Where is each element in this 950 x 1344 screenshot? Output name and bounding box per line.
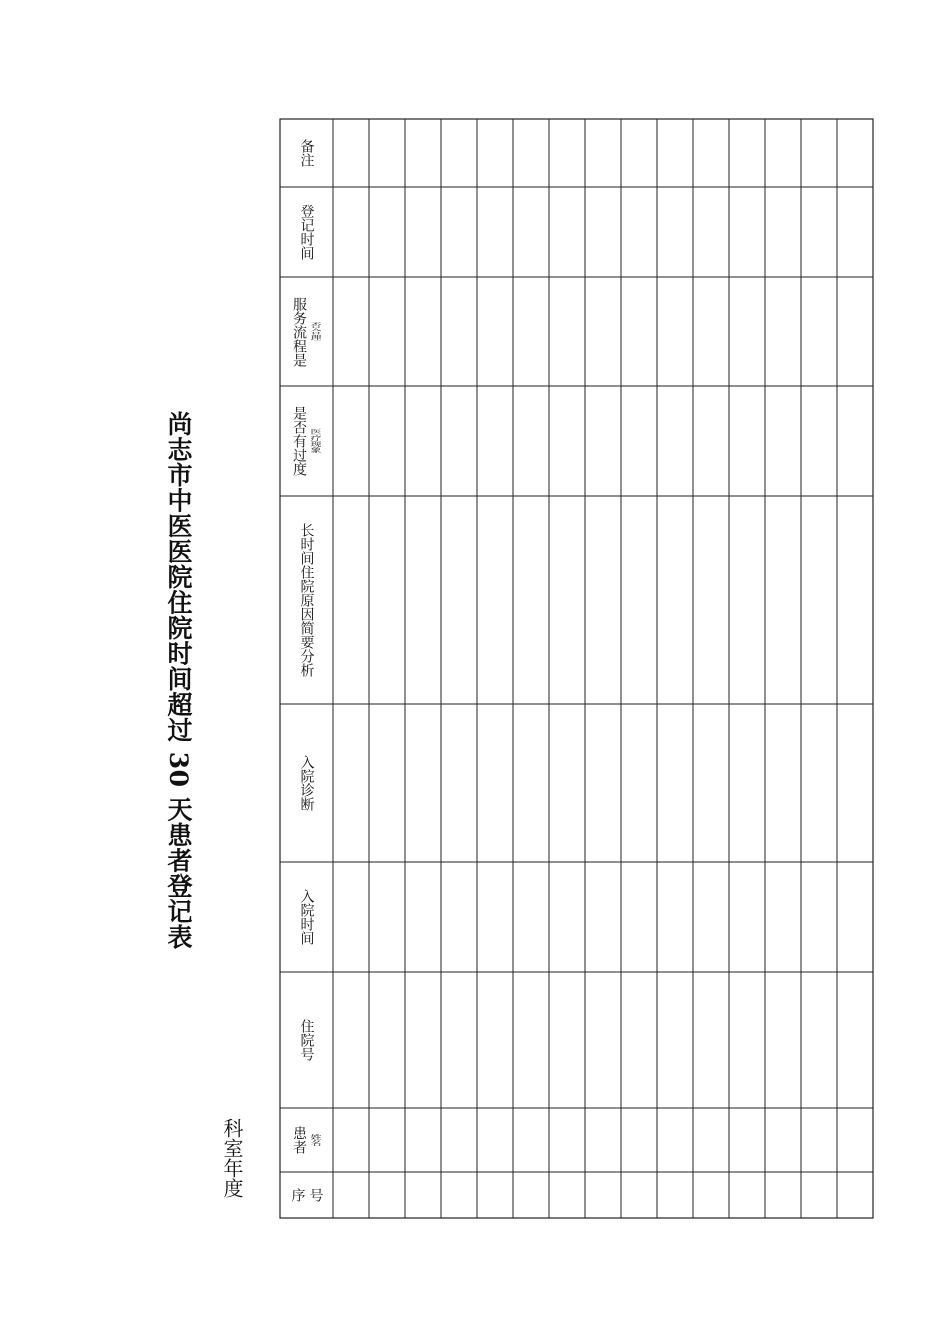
table-cell[interactable]: [766, 1109, 801, 1172]
table-cell[interactable]: [550, 1109, 585, 1172]
table-cell[interactable]: [586, 188, 621, 277]
table-cell[interactable]: [334, 1109, 369, 1172]
table-cell[interactable]: [802, 497, 837, 704]
table-cell[interactable]: [838, 278, 873, 386]
table-cell[interactable]: [766, 863, 801, 972]
table-cell[interactable]: [622, 973, 657, 1108]
table-cell[interactable]: [550, 497, 585, 704]
table-cell[interactable]: [586, 120, 621, 187]
table-cell[interactable]: [514, 863, 549, 972]
column-header-text: [280, 1172, 333, 1218]
column-header: [280, 972, 333, 1108]
table-cell[interactable]: [802, 278, 837, 386]
table-cell[interactable]: [694, 973, 729, 1108]
table-cell[interactable]: [622, 1173, 657, 1218]
table-cell[interactable]: [514, 1109, 549, 1172]
table-cell[interactable]: [514, 973, 549, 1108]
table-cell[interactable]: [550, 863, 585, 972]
table-cell[interactable]: [406, 973, 441, 1108]
column-header: [280, 277, 333, 386]
column-header: [280, 704, 333, 862]
table-cell[interactable]: [658, 387, 693, 496]
department-year-label: 科室年度: [220, 1118, 244, 1198]
column-header-text: [280, 496, 333, 704]
table-cell[interactable]: [694, 278, 729, 386]
table-cell[interactable]: [658, 188, 693, 277]
table-cell[interactable]: [730, 188, 765, 277]
table-cell[interactable]: [442, 973, 477, 1108]
table-cell[interactable]: [730, 278, 765, 386]
table-cell[interactable]: [694, 188, 729, 277]
table-cell[interactable]: [838, 188, 873, 277]
table-cell[interactable]: [442, 1173, 477, 1218]
table-cell[interactable]: [730, 387, 765, 496]
table-cell[interactable]: [514, 188, 549, 277]
column-header-line: 是否有过度: [291, 406, 307, 476]
table-cell[interactable]: [586, 1173, 621, 1218]
column-header-text: [280, 187, 333, 277]
table-cell[interactable]: [802, 973, 837, 1108]
column-header-text: [280, 704, 333, 862]
table-cell[interactable]: [730, 497, 765, 704]
table-cell[interactable]: [766, 1173, 801, 1218]
table-cell[interactable]: [694, 863, 729, 972]
column-header-text: [280, 277, 333, 386]
table-cell[interactable]: [478, 1173, 513, 1218]
table-cell[interactable]: [334, 120, 369, 187]
table-cell[interactable]: [406, 705, 441, 862]
table-cell[interactable]: [622, 1109, 657, 1172]
table-cell[interactable]: [514, 278, 549, 386]
table-cell[interactable]: [406, 497, 441, 704]
table-cell[interactable]: [406, 188, 441, 277]
table-cell[interactable]: [550, 973, 585, 1108]
table-cell[interactable]: [478, 188, 513, 277]
column-header: [280, 1172, 333, 1218]
table-cell[interactable]: [370, 188, 405, 277]
table-cell[interactable]: [370, 863, 405, 972]
table-cell[interactable]: [478, 705, 513, 862]
column-header: [280, 496, 333, 704]
table-cell[interactable]: [586, 705, 621, 862]
table-cell[interactable]: [658, 973, 693, 1108]
table-cell[interactable]: [694, 497, 729, 704]
table-cell[interactable]: [802, 863, 837, 972]
column-header-line: 服务流程是: [291, 296, 307, 367]
column-header: [280, 862, 333, 972]
table-cell[interactable]: [730, 1173, 765, 1218]
column-header-line: 号: [307, 1188, 324, 1202]
table-cell[interactable]: [838, 387, 873, 496]
column-header-text: [280, 386, 333, 496]
table-cell[interactable]: [694, 1109, 729, 1172]
table-cell[interactable]: [586, 863, 621, 972]
table-cell[interactable]: [622, 120, 657, 187]
table-cell[interactable]: [622, 705, 657, 862]
table-cell[interactable]: [622, 278, 657, 386]
table-cell[interactable]: [694, 705, 729, 862]
table-cell[interactable]: [514, 1173, 549, 1218]
table-cell[interactable]: [586, 497, 621, 704]
table-cell[interactable]: [334, 387, 369, 496]
table-cell[interactable]: [622, 387, 657, 496]
table-cell[interactable]: [370, 973, 405, 1108]
column-header-line: 医疗现象: [309, 428, 322, 454]
table-cell[interactable]: [802, 120, 837, 187]
table-cell[interactable]: [370, 278, 405, 386]
table-cell[interactable]: [838, 120, 873, 187]
table-cell[interactable]: [802, 188, 837, 277]
column-header-line: 登记时间: [298, 204, 315, 260]
column-header: [280, 187, 333, 277]
table-cell[interactable]: [622, 497, 657, 704]
table-cell[interactable]: [802, 1109, 837, 1172]
table-cell[interactable]: [370, 387, 405, 496]
column-header-line: 否合理: [309, 322, 322, 341]
column-header-line: 姓名: [309, 1133, 322, 1147]
table-cell[interactable]: [766, 278, 801, 386]
table-cell[interactable]: [802, 387, 837, 496]
table-cell[interactable]: [586, 1109, 621, 1172]
table-cell[interactable]: [550, 387, 585, 496]
table-cell[interactable]: [406, 1173, 441, 1218]
table-cell[interactable]: [478, 1109, 513, 1172]
table-cell[interactable]: [478, 387, 513, 496]
column-header-line: 备注: [298, 139, 315, 167]
table-cell[interactable]: [550, 120, 585, 187]
table-cell[interactable]: [406, 120, 441, 187]
table-cell[interactable]: [658, 863, 693, 972]
table-cell[interactable]: [550, 188, 585, 277]
table-cell[interactable]: [442, 863, 477, 972]
table-cell[interactable]: [334, 973, 369, 1108]
table-cell[interactable]: [514, 497, 549, 704]
table-cell[interactable]: [514, 120, 549, 187]
table-cell[interactable]: [766, 497, 801, 704]
table-cell[interactable]: [370, 497, 405, 704]
table-cell[interactable]: [838, 863, 873, 972]
table-cell[interactable]: [550, 705, 585, 862]
table-cell[interactable]: [334, 705, 369, 862]
table-cell[interactable]: [658, 278, 693, 386]
table-cell[interactable]: [766, 188, 801, 277]
table-cell[interactable]: [334, 278, 369, 386]
table-cell[interactable]: [658, 1173, 693, 1218]
table-cell[interactable]: [406, 863, 441, 972]
table-cell[interactable]: [658, 705, 693, 862]
table-cell[interactable]: [478, 278, 513, 386]
table-cell[interactable]: [442, 120, 477, 187]
column-header-line: 住院号: [298, 1019, 315, 1061]
table-cell[interactable]: [334, 863, 369, 972]
column-header-text: [280, 119, 333, 187]
table-cell[interactable]: [478, 120, 513, 187]
table-cell[interactable]: [478, 863, 513, 972]
table-cell[interactable]: [442, 278, 477, 386]
column-header-text: [280, 972, 333, 1108]
table-cell[interactable]: [586, 278, 621, 386]
column-header-line: 入院时间: [298, 889, 315, 945]
column-header: [280, 1108, 333, 1172]
table-cell[interactable]: [550, 1173, 585, 1218]
table-cell[interactable]: [334, 188, 369, 277]
table-cell[interactable]: [370, 120, 405, 187]
column-header-text: [280, 1108, 333, 1172]
table-cell[interactable]: [334, 497, 369, 704]
table-cell[interactable]: [766, 387, 801, 496]
table-cell[interactable]: [658, 120, 693, 187]
table-cell[interactable]: [442, 705, 477, 862]
table-cell[interactable]: [694, 387, 729, 496]
column-header: [280, 119, 333, 187]
table-cell[interactable]: [370, 1109, 405, 1172]
table-cell[interactable]: [838, 705, 873, 862]
table-cell[interactable]: [550, 278, 585, 386]
column-header-line: 入院诊断: [298, 755, 315, 811]
table-cell[interactable]: [586, 973, 621, 1108]
table-cell[interactable]: [370, 1173, 405, 1218]
table-cell[interactable]: [838, 1109, 873, 1172]
table-cell[interactable]: [730, 863, 765, 972]
column-header-line: 长时间住院原因简要分析: [298, 523, 315, 677]
table-cell[interactable]: [694, 120, 729, 187]
table-cell[interactable]: [442, 1109, 477, 1172]
table-cell[interactable]: [406, 1109, 441, 1172]
table-cell[interactable]: [658, 497, 693, 704]
table-cell[interactable]: [442, 497, 477, 704]
table-cell[interactable]: [586, 387, 621, 496]
table-cell[interactable]: [838, 973, 873, 1108]
table-cell[interactable]: [478, 973, 513, 1108]
document-title: 尚志市中医医院住院时间超过 30 天患者登记表: [164, 410, 193, 950]
table-cell[interactable]: [406, 387, 441, 496]
table-cell[interactable]: [730, 120, 765, 187]
table-cell[interactable]: [442, 387, 477, 496]
table-cell[interactable]: [334, 1173, 369, 1218]
table-cell[interactable]: [370, 705, 405, 862]
table-cell[interactable]: [838, 497, 873, 704]
table-cell[interactable]: [694, 1173, 729, 1218]
column-header-line: 患者: [291, 1126, 307, 1154]
table-cell[interactable]: [622, 188, 657, 277]
table-cell[interactable]: [802, 705, 837, 862]
table-cell[interactable]: [658, 1109, 693, 1172]
table-cell[interactable]: [766, 705, 801, 862]
table-cell[interactable]: [766, 120, 801, 187]
table-cell[interactable]: [730, 1109, 765, 1172]
column-header: [280, 386, 333, 496]
table-cell[interactable]: [478, 497, 513, 704]
table-cell[interactable]: [838, 1173, 873, 1218]
table-cell[interactable]: [802, 1173, 837, 1218]
column-header-text: [280, 862, 333, 972]
table-cell[interactable]: [730, 705, 765, 862]
table-cell[interactable]: [442, 188, 477, 277]
table-cell[interactable]: [622, 863, 657, 972]
table-cell[interactable]: [514, 387, 549, 496]
table-cell[interactable]: [766, 973, 801, 1108]
table-cell[interactable]: [406, 278, 441, 386]
table-cell[interactable]: [730, 973, 765, 1108]
column-header-line: 序: [289, 1188, 306, 1202]
table-cell[interactable]: [514, 705, 549, 862]
